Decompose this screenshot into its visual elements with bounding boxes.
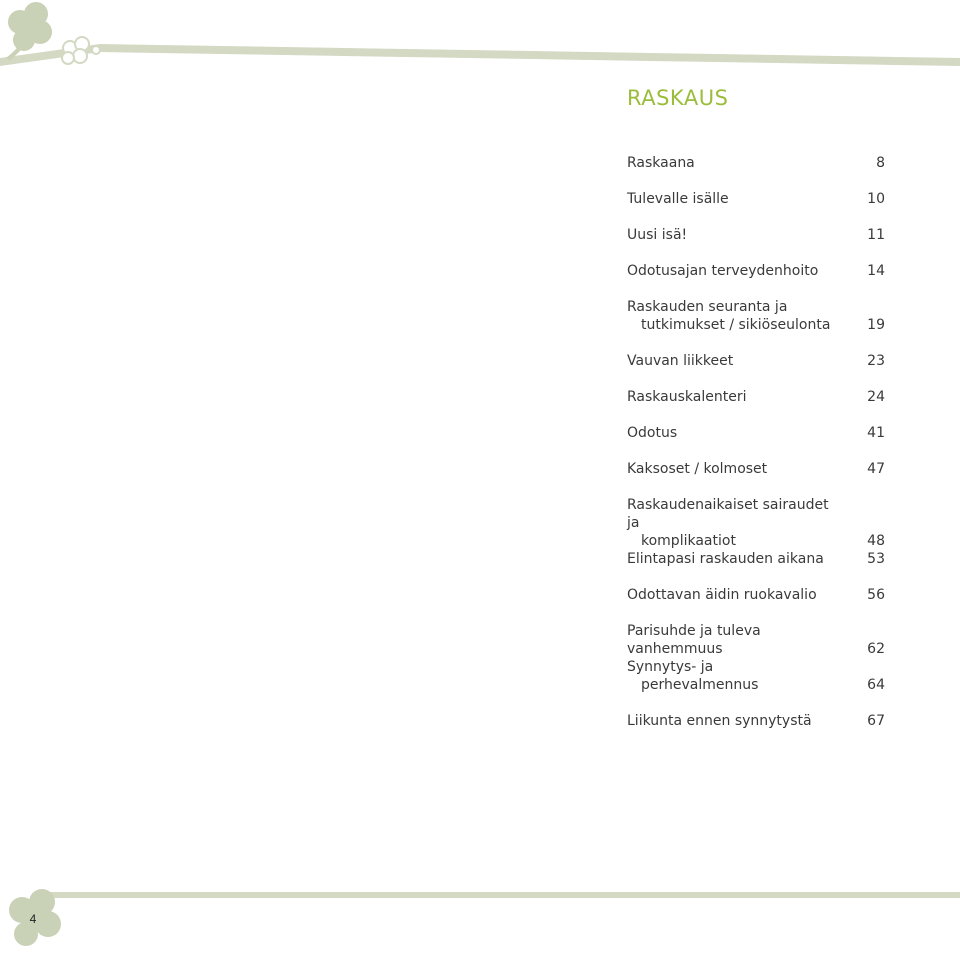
toc-entry-page: 41 bbox=[867, 425, 885, 441]
toc-entry-page: 47 bbox=[867, 461, 885, 477]
toc-entry-title: Liikunta ennen synnytystä bbox=[627, 713, 812, 729]
toc-entry[interactable] bbox=[627, 262, 885, 280]
toc-entry-title: Raskauden seuranta ja tutkimukset / sikiöseulonta bbox=[627, 299, 831, 333]
toc-entry[interactable] bbox=[627, 388, 885, 406]
toc-entry[interactable] bbox=[627, 298, 885, 334]
page-number: 4 bbox=[29, 912, 37, 926]
toc-entry-page: 23 bbox=[867, 353, 885, 369]
toc-entry-title: Vauvan liikkeet bbox=[627, 353, 734, 369]
toc-entry[interactable] bbox=[627, 190, 885, 208]
toc-entry-page: 14 bbox=[867, 263, 885, 279]
top-decorative-band bbox=[0, 0, 960, 80]
toc-entry[interactable] bbox=[627, 154, 885, 172]
bottom-decorative-band bbox=[0, 880, 960, 955]
toc-entry-title: Raskaana bbox=[627, 155, 695, 171]
toc-entry-page: 53 bbox=[867, 551, 885, 567]
toc-entry-page: 64 bbox=[867, 677, 885, 693]
toc-entry[interactable] bbox=[627, 622, 885, 658]
toc-entry[interactable] bbox=[627, 460, 885, 478]
toc-entry[interactable] bbox=[627, 226, 885, 244]
toc-entry[interactable] bbox=[627, 424, 885, 442]
toc-entry-page: 8 bbox=[876, 155, 885, 171]
toc-entry-page: 19 bbox=[867, 317, 885, 333]
toc-entry-title: Parisuhde ja tuleva vanhemmuus bbox=[627, 623, 761, 657]
toc-entry[interactable] bbox=[627, 658, 885, 694]
toc-entry[interactable] bbox=[627, 550, 885, 568]
toc-entry-page: 11 bbox=[867, 227, 885, 243]
toc-entry-title: Raskauskalenteri bbox=[627, 389, 747, 405]
toc-entry[interactable] bbox=[627, 712, 885, 730]
toc-entry-title: Odotus bbox=[627, 425, 678, 441]
toc-entry-title: Elintapasi raskauden aikana bbox=[627, 551, 824, 567]
toc-entry-title: Odottavan äidin ruokavalio bbox=[627, 587, 817, 603]
toc-entry-title: Tulevalle isälle bbox=[627, 191, 729, 207]
toc-entry[interactable] bbox=[627, 352, 885, 370]
toc-entry-page: 48 bbox=[867, 533, 885, 549]
small-clover-icon bbox=[62, 37, 89, 64]
toc-entry-title: Odotusajan terveydenhoito bbox=[627, 263, 819, 279]
toc-entry[interactable] bbox=[627, 496, 885, 550]
clover-icon bbox=[6, 2, 52, 60]
toc-entry-page: 62 bbox=[867, 641, 885, 657]
section-title: RASKAUS bbox=[627, 86, 729, 110]
toc-entry-page: 10 bbox=[867, 191, 885, 207]
toc-entry-page: 67 bbox=[867, 713, 885, 729]
toc-entry-page: 56 bbox=[867, 587, 885, 603]
toc-entry-title: Synnytys- ja perhevalmennus bbox=[627, 659, 759, 693]
toc-entry-title: Raskaudenaikaiset sairaudet ja komplikaatiot bbox=[627, 497, 829, 549]
toc-entry-title: Kaksoset / kolmoset bbox=[627, 461, 768, 477]
toc-entry-title: Uusi isä! bbox=[627, 227, 688, 243]
toc-entry[interactable] bbox=[627, 586, 885, 604]
toc-entry-page: 24 bbox=[867, 389, 885, 405]
